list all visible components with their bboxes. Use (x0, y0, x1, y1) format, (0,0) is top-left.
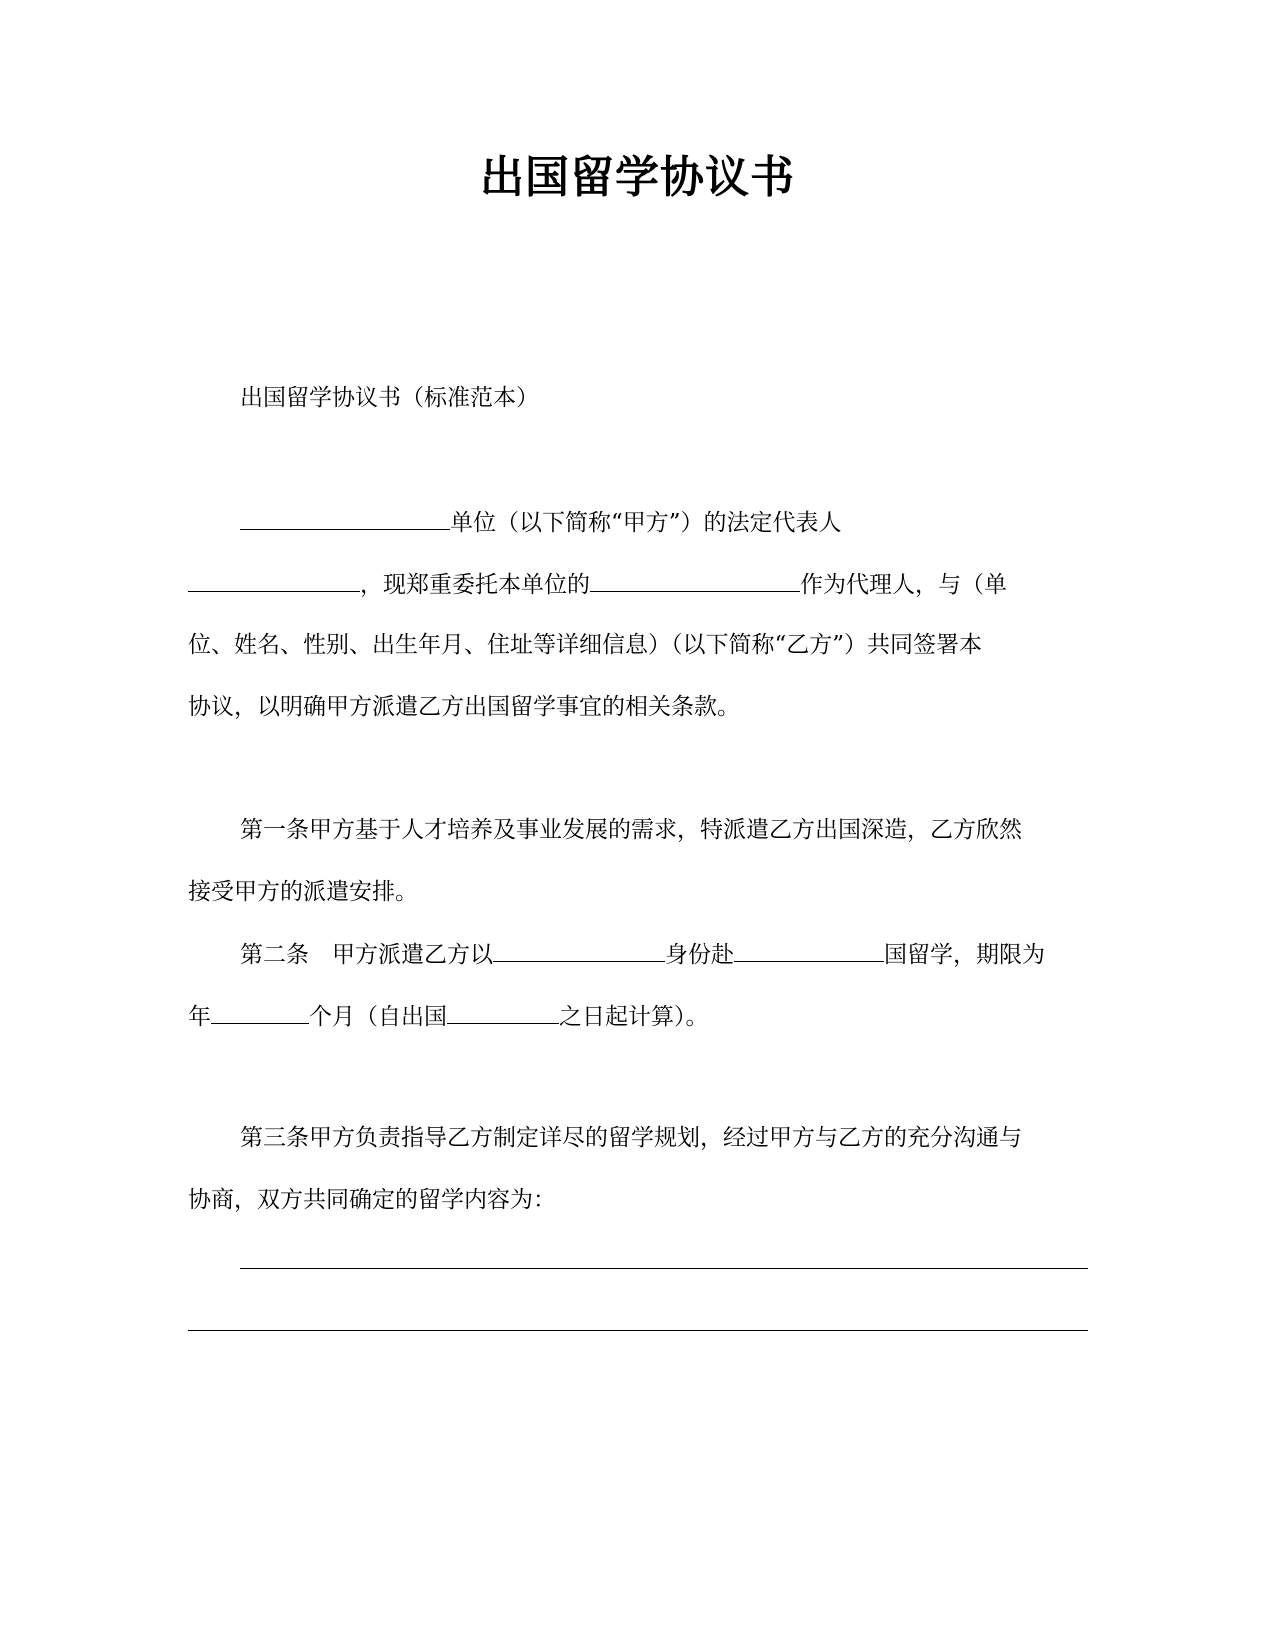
article2-line-2 (188, 997, 1088, 1035)
blank-agent[interactable] (590, 565, 800, 592)
intro-text-2a: ，现郑重委托本单位的 (360, 572, 590, 598)
blank-legal-rep[interactable] (188, 565, 360, 592)
intro-line-2 (188, 565, 1088, 603)
article1-line-2: 接受甲方的派遣安排。 (188, 879, 418, 905)
article1-line-1: 第一条甲方基于人才培养及事业发展的需求，特派遣乙方出国深造，乙方欣然 (240, 817, 1022, 843)
study-content-blank-line-1[interactable] (240, 1268, 1088, 1269)
article3-line-2: 协商，双方共同确定的留学内容为： (188, 1187, 556, 1213)
blank-months[interactable] (211, 997, 309, 1024)
intro-text-1: 单位（以下简称“甲方”）的法定代表人 (450, 510, 842, 536)
intro-line-3: 位、姓名、性别、出生年月、住址等详细信息）（以下简称“乙方”）共同签署本 (188, 632, 983, 658)
intro-line-1 (240, 503, 1140, 541)
article2-text-e: 个月（自出国 (309, 1004, 447, 1030)
article2-text-d: 年 (188, 1004, 211, 1030)
intro-line-4: 协议，以明确甲方派遣乙方出国留学事宜的相关条款。 (188, 694, 740, 720)
document-title: 出国留学协议书 (480, 152, 795, 203)
article2-text-a: 第二条 甲方派遣乙方以 (240, 942, 493, 968)
article2-text-b: 身份赴 (665, 942, 734, 968)
blank-departure-date[interactable] (447, 997, 559, 1024)
blank-identity[interactable] (493, 935, 665, 962)
document-subtitle: 出国留学协议书（标准范本） (240, 385, 539, 411)
study-content-blank-line-2[interactable] (188, 1330, 1088, 1331)
blank-country[interactable] (734, 935, 884, 962)
article2-text-c: 国留学，期限为 (884, 942, 1045, 968)
article2-line-1 (240, 935, 1140, 973)
intro-text-2b: 作为代理人，与（单 (800, 572, 1007, 598)
blank-unit-name[interactable] (240, 503, 450, 530)
article3-line-1: 第三条甲方负责指导乙方制定详尽的留学规划，经过甲方与乙方的充分沟通与 (240, 1125, 1022, 1151)
article2-text-f: 之日起计算）。 (559, 1004, 709, 1030)
